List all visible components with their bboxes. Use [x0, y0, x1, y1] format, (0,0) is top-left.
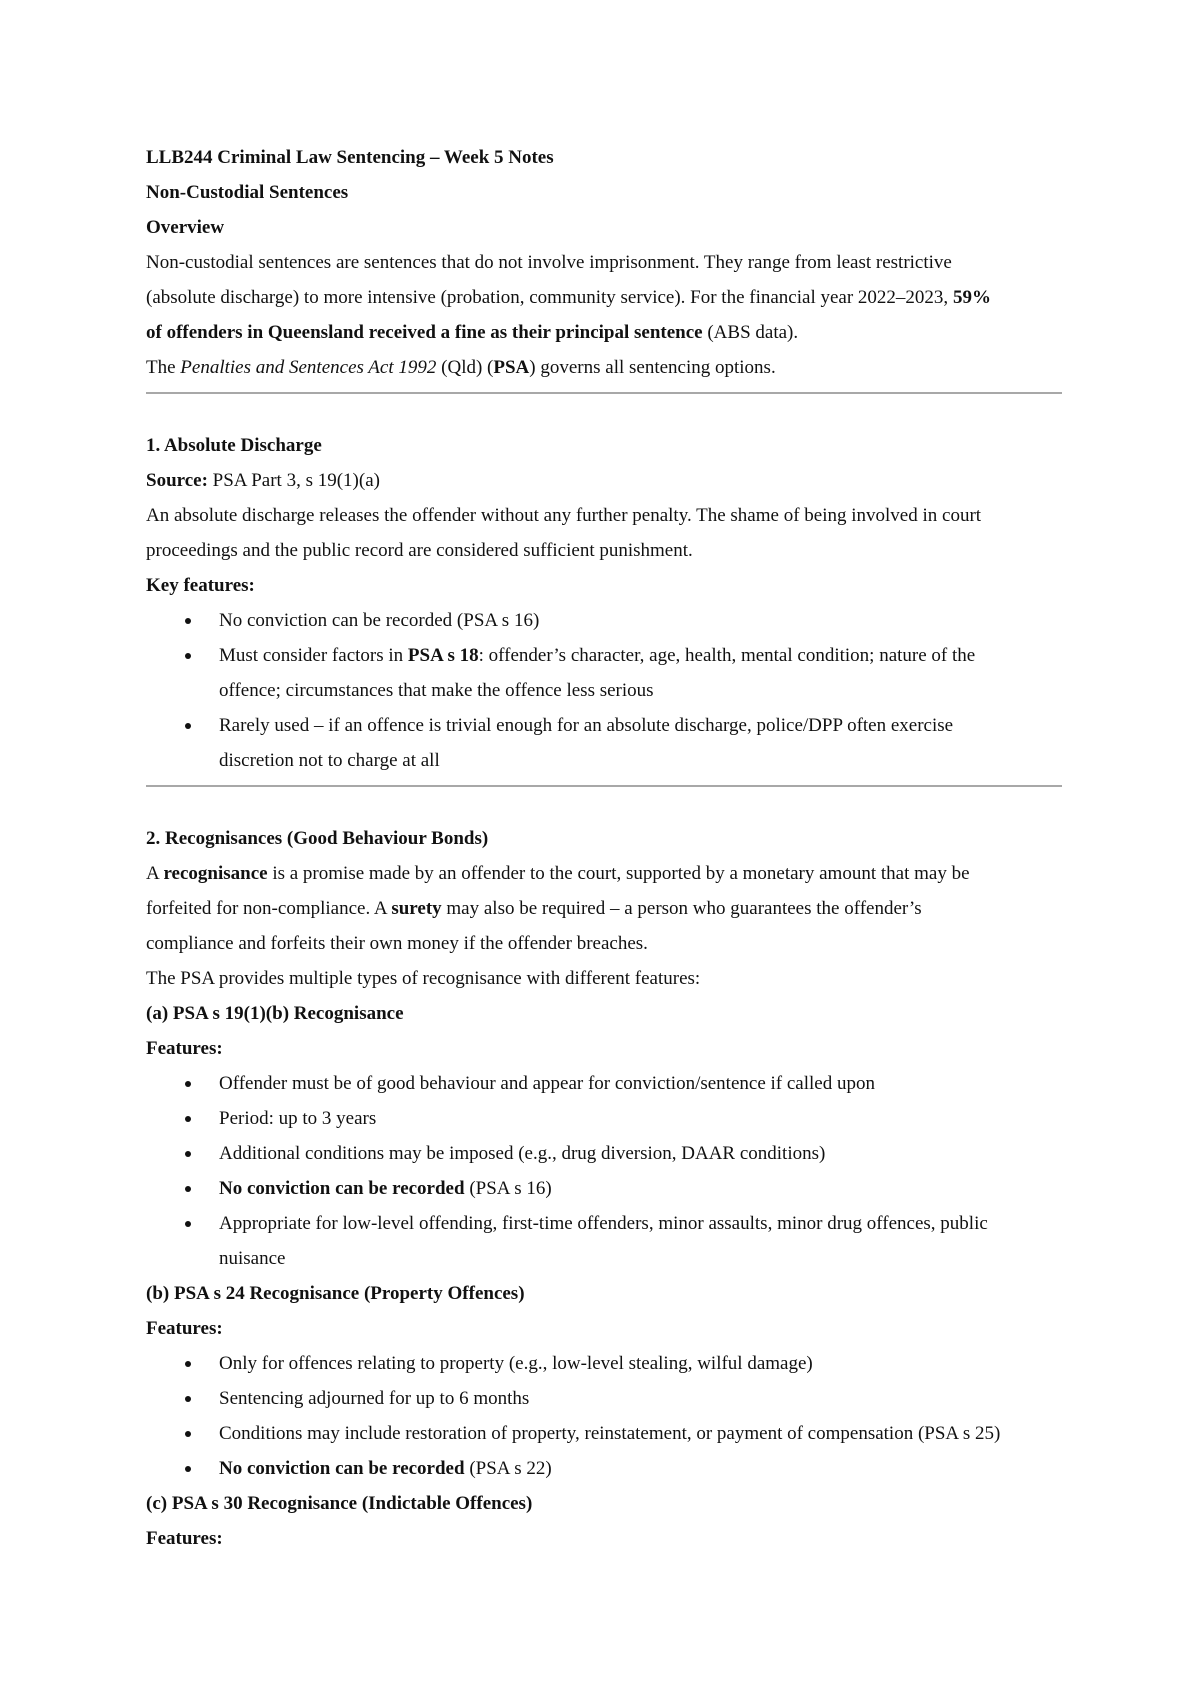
act-title: Penalties and Sentences Act 1992 — [180, 357, 437, 378]
source-text: PSA Part 3, s 19(1)(a) — [207, 470, 380, 491]
list-text-bold: No conviction can be recorded — [219, 1178, 465, 1199]
list-item: Conditions may include restoration of property, reinstatement, or payment of compensation (PSA s 25) — [146, 1416, 1066, 1451]
overview-paragraph-line-3 — [146, 315, 1066, 350]
section-2-paragraph-line-1 — [146, 856, 1066, 891]
paragraph-text: is a promise made by an offender to the court, supported by a monetary amount that may be — [267, 863, 970, 884]
paragraph-text: A — [146, 863, 164, 884]
section-2-paragraph-2: The PSA provides multiple types of recognisance with different features: — [146, 968, 701, 989]
term-surety: surety — [391, 898, 442, 919]
list-item: Offender must be of good behaviour and appear for conviction/sentence if called upon — [146, 1066, 1066, 1101]
list-item: Period: up to 3 years — [146, 1101, 1066, 1136]
section-1-paragraph-line-2: proceedings and the public record are considered sufficient punishment. — [146, 540, 693, 561]
list-text: (PSA s 16) — [464, 1178, 552, 1199]
act-text: The — [146, 357, 181, 378]
document-subtitle: Non-Custodial Sentences — [146, 182, 349, 203]
overview-heading: Overview — [146, 217, 225, 238]
list-item-continuation: offence; circumstances that make the offence less serious — [219, 680, 654, 701]
subsection-b-heading: (b) PSA s 24 Recognisance (Property Offences) — [146, 1283, 525, 1304]
list-item — [146, 1451, 1066, 1486]
section-1-source — [146, 463, 1066, 498]
fine-percentage: 59% — [952, 287, 991, 308]
act-text: (Qld) ( — [436, 357, 494, 378]
list-item: Only for offences relating to property (e.g., low-level stealing, wilful damage) — [146, 1346, 1066, 1381]
list-item-continuation: discretion not to charge at all — [219, 750, 440, 771]
features-label: Features: — [146, 1528, 223, 1549]
list-item-continuation: nuisance — [219, 1248, 286, 1269]
list-text-bold: PSA s 18 — [407, 645, 479, 666]
subsection-c-heading: (c) PSA s 30 Recognisance (Indictable Offences) — [146, 1493, 533, 1514]
features-label: Features: — [146, 1038, 223, 1059]
paragraph-text: forfeited for non-compliance. A — [146, 898, 392, 919]
list-text: Must consider factors in — [219, 645, 408, 666]
section-1-paragraph-line-1: An absolute discharge releases the offender without any further penalty. The shame of being involved in court — [146, 505, 982, 526]
overview-paragraph-line-1: Non-custodial sentences are sentences that do not involve imprisonment. They range from least restrictive — [146, 252, 952, 273]
term-recognisance: recognisance — [163, 863, 268, 884]
list-text-bold: No conviction can be recorded — [219, 1458, 465, 1479]
features-label: Features: — [146, 1318, 223, 1339]
list-item: No conviction can be recorded (PSA s 16) — [146, 603, 1066, 638]
overview-paragraph-line-2 — [146, 280, 1066, 315]
section-2-paragraph-line-3: compliance and forfeits their own money if the offender breaches. — [146, 933, 648, 954]
act-abbreviation: PSA — [493, 357, 530, 378]
list-item — [146, 1171, 1066, 1206]
list-text: (PSA s 22) — [464, 1458, 552, 1479]
paragraph-text: may also be required – a person who guarantees the offender’s — [441, 898, 922, 919]
list-item — [146, 638, 1066, 673]
list-item: Additional conditions may be imposed (e.g., drug diversion, DAAR conditions) — [146, 1136, 1066, 1171]
section-2-heading: 2. Recognisances (Good Behaviour Bonds) — [146, 828, 489, 849]
list-text: : offender’s character, age, health, mental condition; nature of the — [478, 645, 976, 666]
overview-act-line — [146, 350, 1066, 385]
list-item: Appropriate for low-level offending, first-time offenders, minor assaults, minor drug offences, public — [146, 1206, 1066, 1241]
act-text: ) governs all sentencing options. — [529, 357, 776, 378]
fine-statistic: of offenders in Queensland received a fine as their principal sentence — [146, 322, 703, 343]
section-1-heading: 1. Absolute Discharge — [146, 435, 322, 456]
overview-text: (ABS data). — [702, 322, 799, 343]
list-item: Sentencing adjourned for up to 6 months — [146, 1381, 1066, 1416]
document-title: LLB244 Criminal Law Sentencing – Week 5 Notes — [146, 147, 554, 168]
source-label: Source: — [146, 470, 208, 491]
subsection-a-heading: (a) PSA s 19(1)(b) Recognisance — [146, 1003, 404, 1024]
section-2-paragraph-line-2 — [146, 891, 1066, 926]
document-page — [146, 140, 1066, 1556]
overview-text: (absolute discharge) to more intensive (probation, community service). For the financial year 2022–2023, — [146, 287, 953, 308]
list-item: Rarely used – if an offence is trivial enough for an absolute discharge, police/DPP often exercise — [146, 708, 1066, 743]
key-features-label: Key features: — [146, 575, 255, 596]
